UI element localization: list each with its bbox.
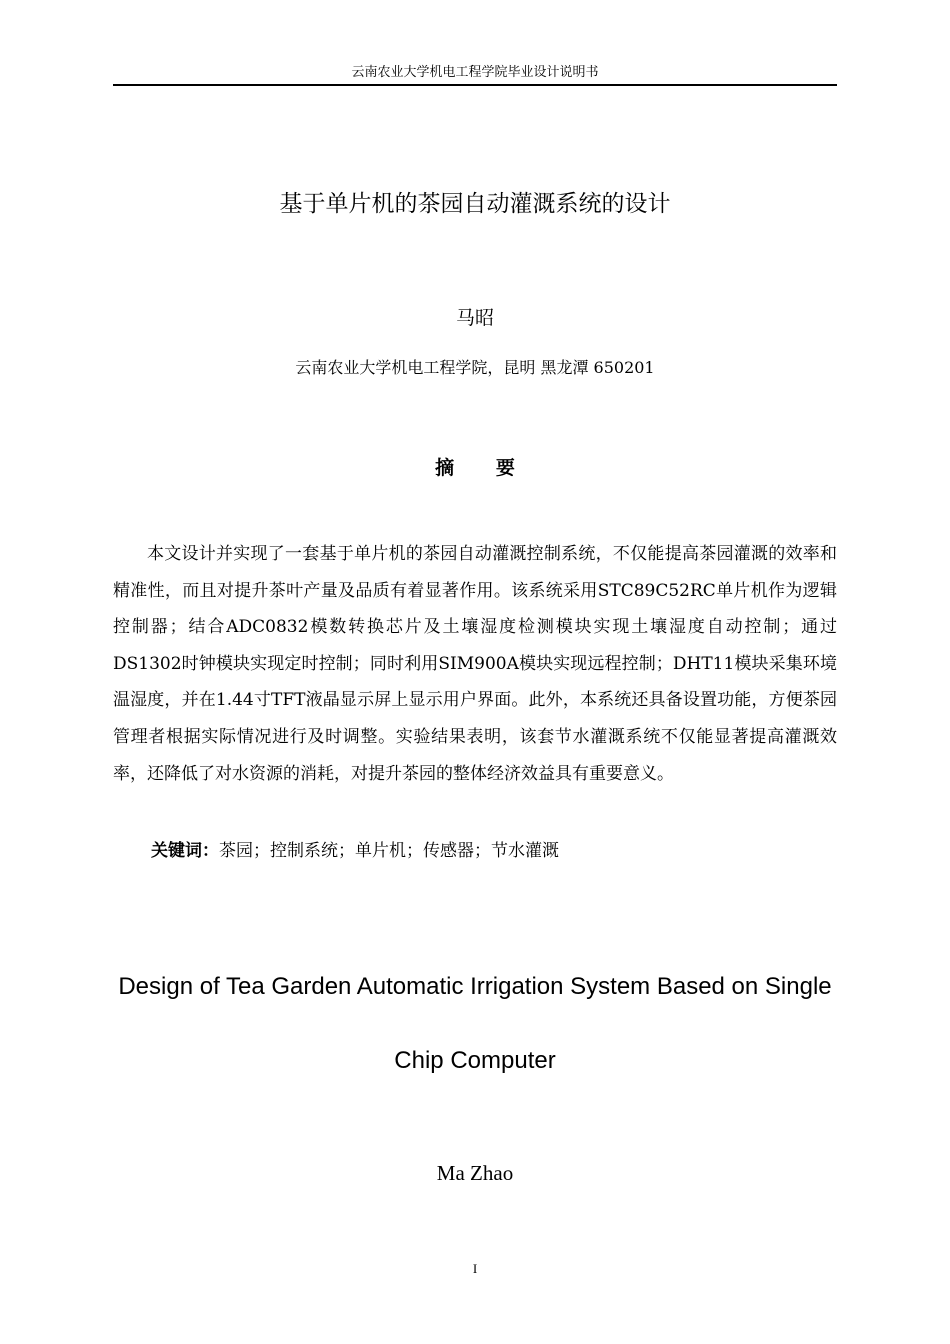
header-divider <box>113 84 837 86</box>
chinese-title: 基于单片机的茶园自动灌溉系统的设计 <box>279 191 671 217</box>
abstract-body: 本文设计并实现了一套基于单片机的茶园自动灌溉控制系统，不仅能提高茶园灌溉的效率和精准性，而且对提升茶叶产量及品质有着显著作用。该系统采用STC89C52RC单片机作为逻辑控制器；结合ADC0832模数转换芯片及土壤湿度检测模块实现土壤湿度自动控制；通过DS1302时钟模块实现定时控制；同时利用SIM900A模块实现远程控制；DHT11模块采集环境温湿度，并在1.44寸TFT液晶显示屏上显示用户界面。此外，本系统还具备设置功能，方便茶园管理者根据实际情况进行及时调整。实验结果表明，该套节水灌溉系统不仅能显著提高灌溉效率，还降低了对水资源的消耗，对提升茶园的整体经济效益具有重要意义。 <box>113 544 837 784</box>
abstract-heading: 摘要 <box>435 457 557 479</box>
chinese-author: 马昭 <box>455 307 494 329</box>
keywords-label: 关键词： <box>151 841 219 861</box>
english-author: Ma Zhao <box>436 1161 514 1185</box>
page-number: I <box>472 1261 478 1276</box>
keywords-value: 茶园；控制系统；单片机；传感器；节水灌溉 <box>219 841 559 861</box>
keywords-line <box>151 836 837 866</box>
chinese-affiliation: 云南农业大学机电工程学院，昆明 黑龙潭 650201 <box>295 358 655 377</box>
running-header: 云南农业大学机电工程学院毕业设计说明书 <box>351 65 599 80</box>
english-title: Design of Tea Garden Automatic Irrigation System Based on Single Chip Computer <box>118 973 832 1074</box>
